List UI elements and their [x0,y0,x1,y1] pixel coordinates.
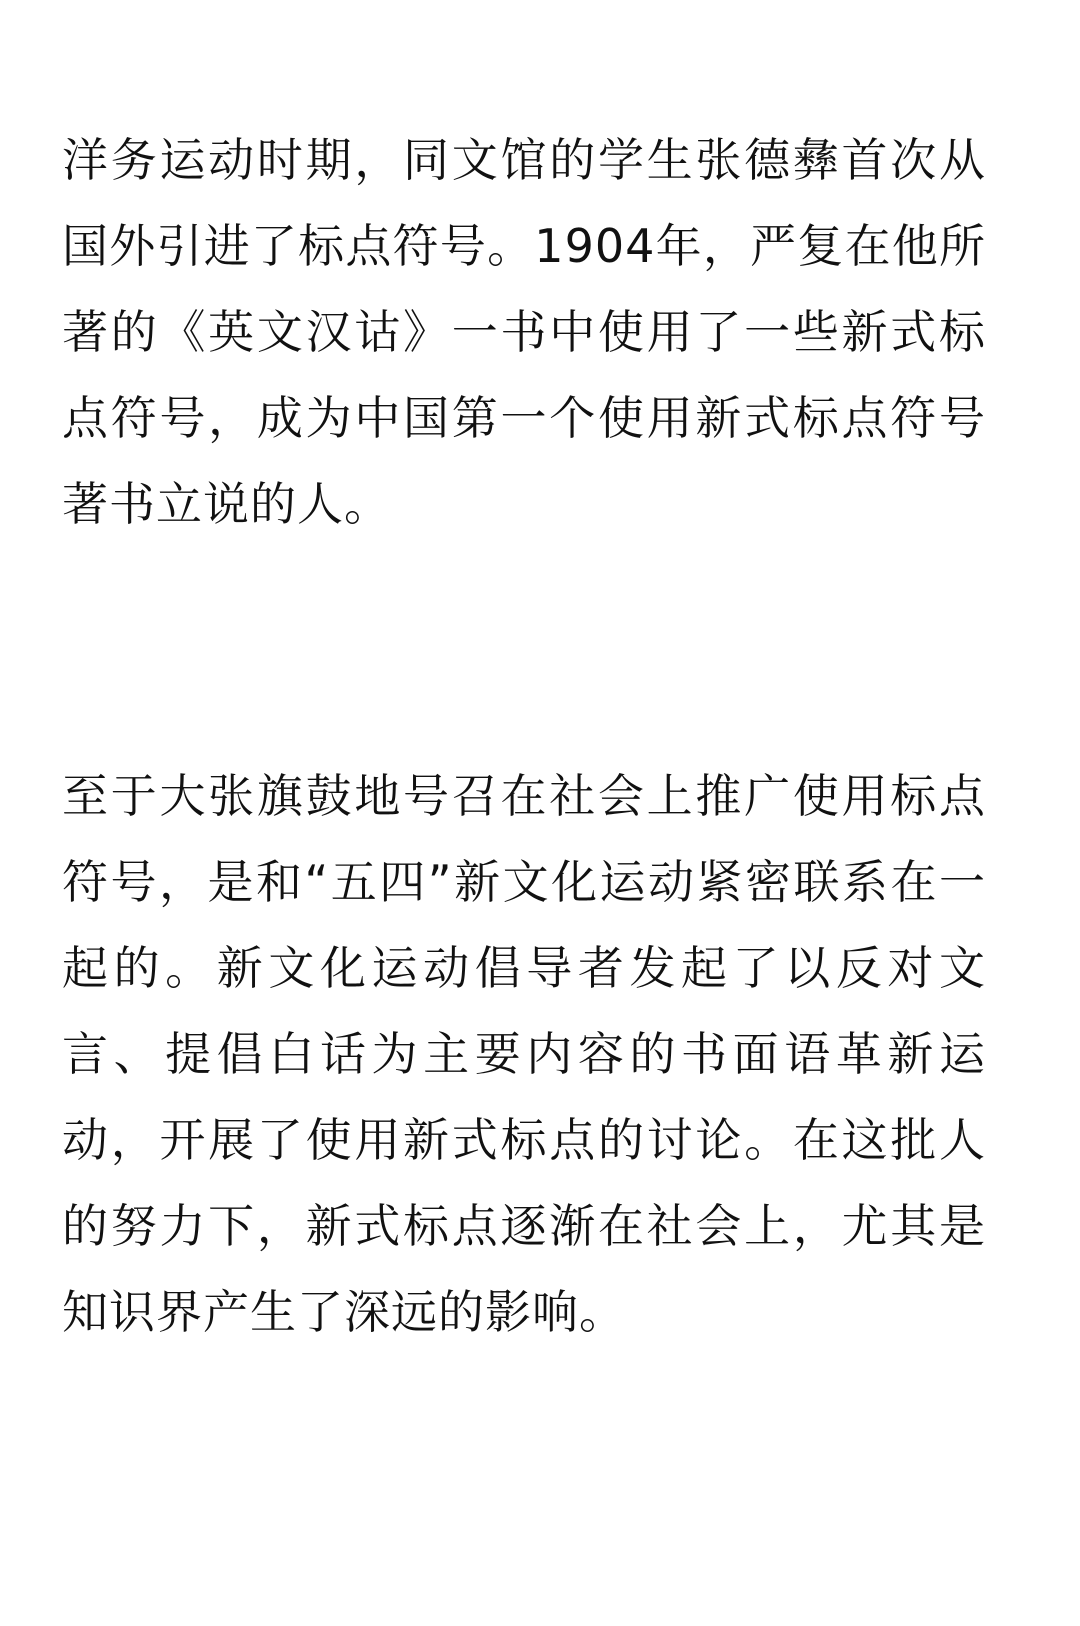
paragraph-may-fourth-movement: 至于大张旗鼓地号召在社会上推广使用标点符号，是和“五四”新文化运动紧密联系在一起的。新文化运动倡导者发起了以反对文言、提倡白话为主要内容的书面语革新运动，开展了使用新式标点的讨论。在这批人的努力下，新式标点逐渐在社会上，尤其是知识界产生了深远的影响。 [62,769,986,1339]
paragraph-punctuation-origin: 洋务运动时期，同文馆的学生张德彝首次从国外引进了标点符号。1904年，严复在他所著的《英文汉诂》一书中使用了一些新式标点符号，成为中国第一个使用新式标点符号著书立说的人。 [62,133,986,531]
